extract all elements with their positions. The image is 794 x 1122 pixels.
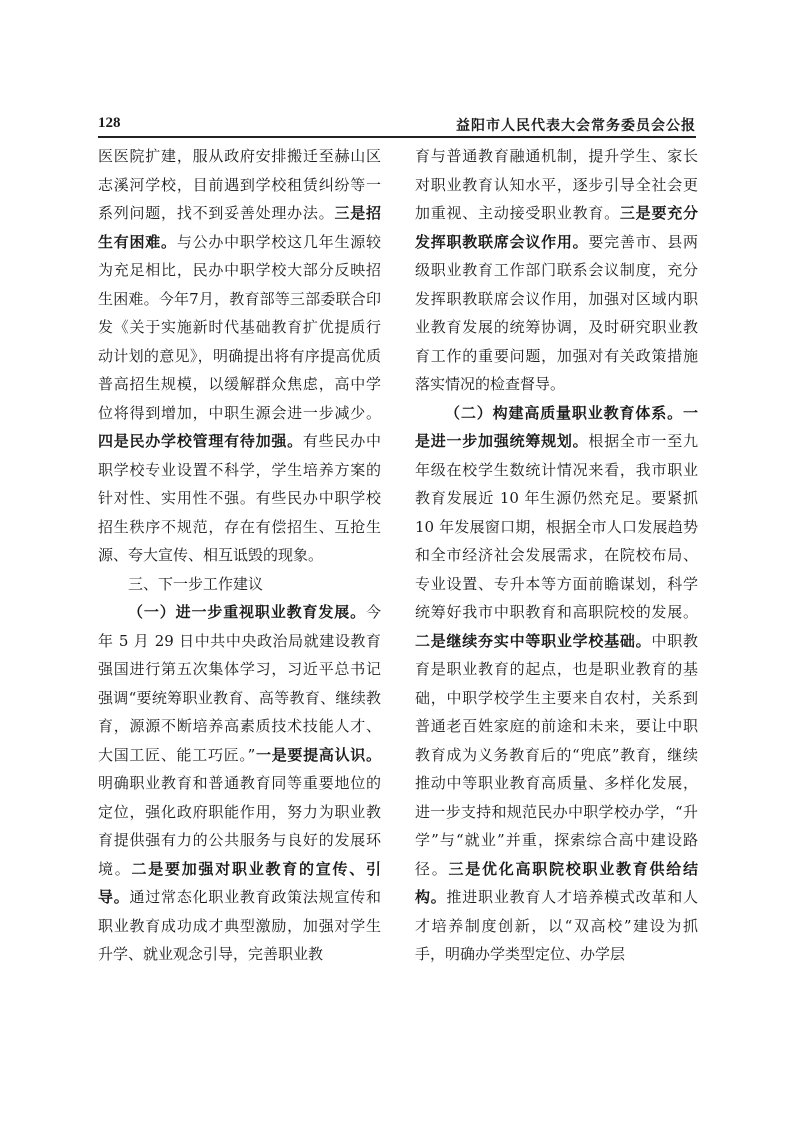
page-header [98, 115, 696, 137]
left-column [98, 142, 381, 969]
paragraph [98, 142, 381, 570]
paragraph [98, 598, 381, 969]
page-number: 128 [98, 115, 121, 131]
text-run: 与公办中职学校这几年生源较为充足相比，民办中职学校大部分反映招生困难。今年7月，教育部等三部委联合印发《关于实施新时代基础教育扩优提质行动计划的意见》，明确提出将有序提高优质普高招生规模，以缓解群众焦虑，高中学位将得到增加，中职生源会进一步减少。 [98, 232, 381, 422]
text-run: 要完善市、县两级职业教育工作部门联系会议制度，充分发挥职教联席会议作用，加强对区域内职业教育发展的统筹协调，及时研究职业教育工作的重要问题，加强对有关政策措施落实情况的检查督导。 [415, 232, 698, 393]
bold-run: 三是要充分发挥职教联席会议作用。 [415, 204, 698, 251]
right-column [415, 142, 698, 969]
section-heading: 三、下一步工作建议 [128, 574, 264, 593]
text-run: 今年 5 月 29 日中共中央政治局就建设教育强国进行第五次集体学习，习近平总书记强调“要统筹职业教育、高等教育、继续教育，源源不断培养高素质技术技能人才、大国工匠、能工巧匠。” [98, 603, 381, 764]
bold-run: 四是民办学校管理有待加强。 [98, 432, 303, 450]
bold-run: 三是优化高职院校职业教育供给结构。 [415, 859, 698, 906]
bold-run: 三是招生有困难。 [98, 204, 381, 251]
text-run: 根据全市一至九年级在校学生数统计情况来看，我市职业教育发展近 10 年生源仍然充足。要紧抓 10 年发展窗口期，根据全市人口发展趋势和全市经济社会发展需求，在院校布局、专业设置、专升本等方面前瞻谋划，科学统筹好我市中职教育和高职院校的发展。 [415, 432, 698, 621]
text-run: 医医院扩建，服从政府安排搬迁至赫山区志溪河学校，目前遇到学校租赁纠纷等一系列问题，找不到妥善处理办法。 [98, 147, 381, 222]
bold-run: 一是进一步加强统筹规划。 [415, 403, 698, 450]
bold-run: 二是继续夯实中等职业学校基础。 [415, 631, 652, 650]
journal-title: 益阳市人民代表大会常务委员会公报 [456, 118, 696, 134]
text-run: 推进职业教育人才培养模式改革和人才培养制度创新，以“双高校”建设为抓手，明确办学类型定位、办学层 [415, 888, 698, 963]
bold-run: 二是要加强对职业教育的宣传、引导。 [98, 859, 381, 906]
text-run: 明确职业教育和普通教育同等重要地位的定位，强化政府职能作用，努力为职业教育提供强有力的公共服务与良好的发展环境。 [98, 774, 381, 878]
subheading-run: （二）构建高质量职业教育体系。 [445, 403, 683, 422]
text-run: 有些民办中职学校专业设置不科学，学生培养方案的针对性、实用性不强。有些民办中职学校招生秩序不规范，存在有偿招生、互抢生源、夸大宣传、相互诋毁的现象。 [98, 432, 381, 564]
paragraph [415, 399, 698, 969]
subheading-run: （一）进一步重视职业教育发展。 [128, 603, 366, 621]
text-run: 中职教育是职业教育的起点，也是职业教育的基础，中职学校学生主要来自农村，关系到普通老百姓家庭的前途和未来，要让中职教育成为义务教育后的“兜底”教育，继续推动中等职业教育高质量、多样化发展，进一步支持和规范民办中职学校办学，“升学”与“就业”并重，探索综合高中建设路径。 [415, 631, 698, 878]
text-run: 通过常态化职业教育政策法规宣传和职业教育成功成才典型激励，加强对学生升学、就业观念引导，完善职业教 [98, 888, 381, 963]
text-run: 育与普通教育融通机制，提升学生、家长对职业教育认知水平，逐步引导全社会更加重视、主动接受职业教育。 [415, 147, 698, 222]
header-rule [98, 136, 696, 138]
paragraph [415, 142, 698, 399]
bold-run: 一是要提高认识。 [255, 745, 381, 764]
